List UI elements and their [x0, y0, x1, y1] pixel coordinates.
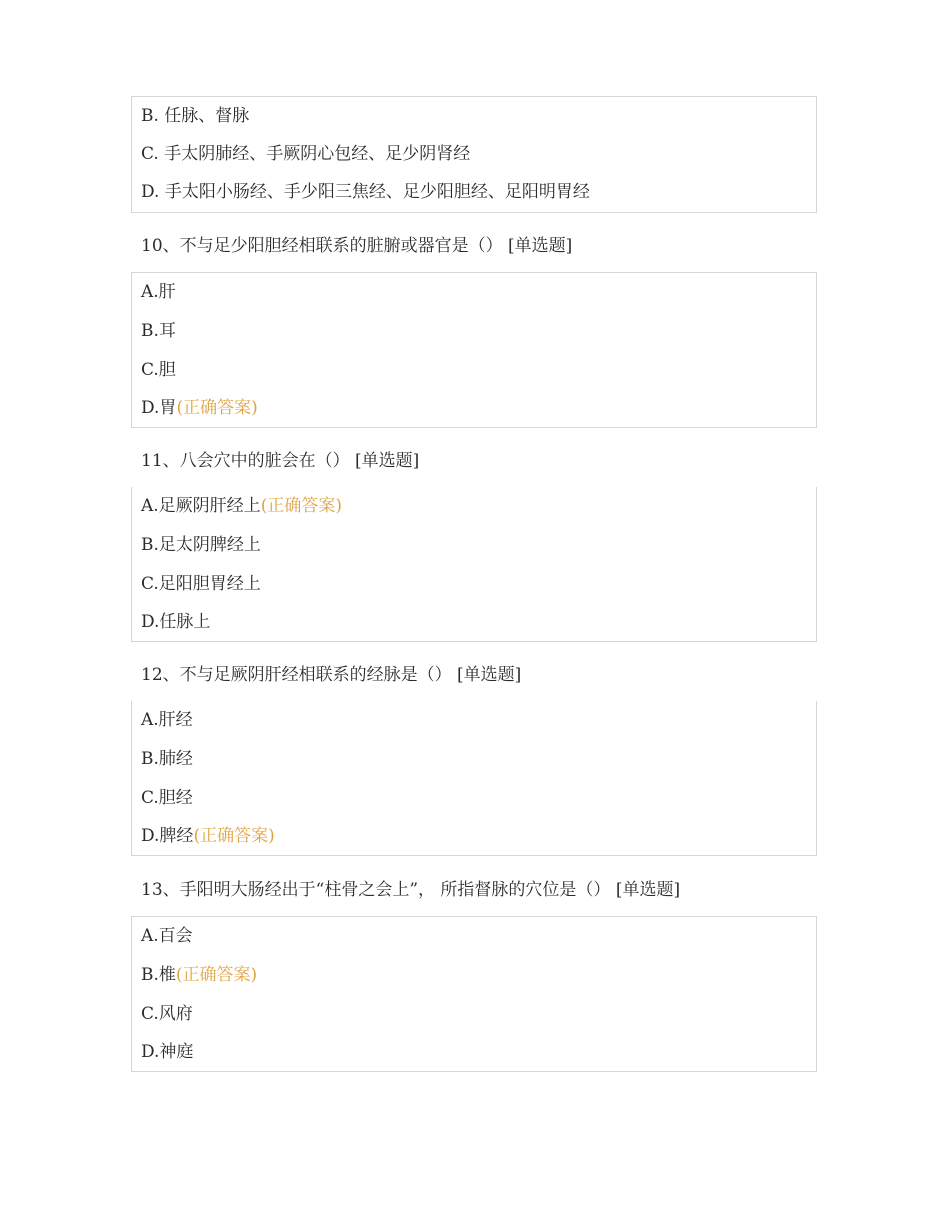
prev-question-options	[131, 96, 817, 213]
option-text: D.神庭	[141, 1042, 194, 1063]
option-b[interactable]	[132, 97, 816, 135]
correct-answer-label: (正确答案)	[260, 496, 342, 516]
option-text: A.肝经	[141, 710, 193, 730]
option-text: B.肺经	[141, 748, 193, 769]
question-title: 13、手阳明大肠经出于“柱骨之会上”， 所指督脉的穴位是（） [单选题]	[141, 880, 681, 900]
option-text: C.胆	[141, 359, 176, 380]
option-text: B. 任脉、督脉	[141, 106, 250, 126]
option-c[interactable]	[132, 135, 816, 173]
option-a[interactable]	[132, 917, 816, 956]
option-a[interactable]	[132, 273, 816, 312]
option-d[interactable]	[132, 603, 816, 642]
option-text: C. 手太阴肺经、手厥阴心包经、足少阴肾经	[141, 144, 471, 164]
option-text: A.足厥阴肝经上	[141, 496, 261, 516]
option-c[interactable]	[132, 351, 816, 390]
correct-answer-label: (正确答案)	[193, 826, 275, 847]
option-a[interactable]	[132, 487, 816, 526]
question-options	[131, 916, 817, 1072]
option-a[interactable]	[132, 701, 816, 740]
question-options	[131, 701, 817, 856]
option-text: B.椎	[141, 964, 176, 985]
option-d[interactable]	[132, 389, 816, 428]
option-text: C.风府	[141, 1003, 193, 1024]
option-d[interactable]	[132, 817, 816, 856]
option-text: D.胃	[141, 398, 177, 419]
option-text: C.足阳胆胃经上	[141, 573, 261, 594]
option-text: D.任脉上	[141, 612, 211, 633]
option-b[interactable]	[132, 312, 816, 351]
option-d[interactable]	[132, 173, 816, 211]
option-text: A.百会	[141, 926, 193, 946]
question-options	[131, 272, 817, 428]
option-d[interactable]	[132, 1033, 816, 1072]
correct-answer-label: (正确答案)	[175, 964, 258, 985]
option-c[interactable]	[132, 995, 816, 1034]
option-c[interactable]	[132, 565, 816, 604]
question-title: 12、不与足厥阴肝经相联系的经脉是（） [单选题]	[141, 665, 522, 685]
option-text: D. 手太阳小肠经、手少阳三焦经、足少阳胆经、足阳明胃经	[141, 182, 590, 202]
option-b[interactable]	[132, 526, 816, 565]
question-title: 11、八会穴中的脏会在（） [单选题]	[141, 451, 420, 471]
question-options	[131, 487, 817, 642]
option-b[interactable]	[132, 956, 816, 995]
option-text: B.足太阴脾经上	[141, 534, 261, 555]
question-title: 10、不与足少阳胆经相联系的脏腑或器官是（） [单选题]	[141, 236, 573, 256]
option-text: C.胆经	[141, 787, 193, 808]
option-text: B.耳	[141, 320, 176, 341]
option-b[interactable]	[132, 740, 816, 779]
option-c[interactable]	[132, 779, 816, 818]
option-text: D.脾经	[141, 826, 194, 847]
correct-answer-label: (正确答案)	[176, 398, 258, 419]
option-text: A.肝	[141, 282, 176, 302]
